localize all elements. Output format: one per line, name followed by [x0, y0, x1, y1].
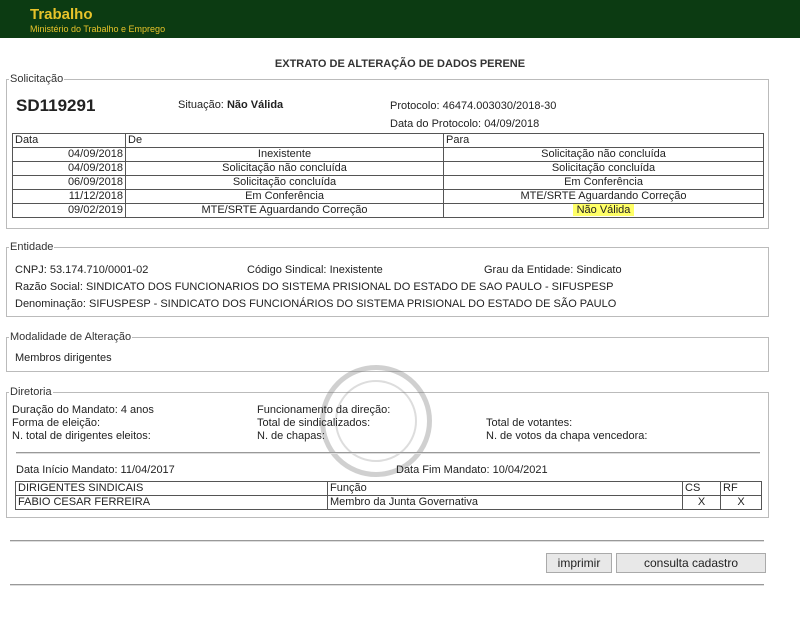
history-from: Em Conferência: [126, 190, 444, 204]
total-votantes: Total de votantes:: [486, 417, 573, 429]
diretoria-legend: Diretoria: [10, 386, 52, 398]
modalidade-value: Membros dirigentes: [15, 352, 112, 364]
history-header-para: Para: [444, 134, 764, 148]
highlighted-status: Não Válida: [573, 204, 635, 216]
duracao-mandato: Duração do Mandato: 4 anos: [12, 404, 154, 416]
history-header-data: Data: [13, 134, 126, 148]
data-fim-mandato: Data Fim Mandato: 10/04/2021: [396, 464, 548, 476]
history-date: 11/12/2018: [13, 190, 126, 204]
grau-entidade: [484, 264, 622, 276]
history-row: [13, 176, 764, 190]
modalidade-legend: Modalidade de Alteração: [10, 331, 132, 343]
history-header-row: [13, 134, 764, 148]
history-from: Solicitação concluída: [126, 176, 444, 190]
dirigentes-header-row: [16, 482, 762, 496]
diretoria-divider: [16, 452, 760, 454]
history-row: [13, 148, 764, 162]
data-protocolo: [390, 118, 539, 130]
history-to: Em Conferência: [444, 176, 764, 190]
history-to: MTE/SRTE Aguardando Correção: [444, 190, 764, 204]
consulta-cadastro-button[interactable]: consulta cadastro: [616, 553, 766, 573]
total-dirigentes: N. total de dirigentes eleitos:: [12, 430, 151, 442]
footer-divider-bottom: [10, 584, 764, 586]
denominacao-value: SIFUSPESP - SINDICATO DOS FUNCIONÁRIOS DO SISTEMA PRISIONAL DO ESTADO DE SÃO PAULO: [89, 298, 617, 310]
grau-entidade-label: Grau da Entidade:: [484, 264, 574, 276]
history-date: 04/09/2018: [13, 162, 126, 176]
dirigentes-table: [15, 481, 762, 510]
table-row: [16, 496, 762, 510]
razao-social: [15, 281, 613, 293]
dirigentes-header-nome: DIRIGENTES SINDICAIS: [16, 482, 328, 496]
denominacao-label: Denominação:: [15, 298, 86, 310]
history-date: 06/09/2018: [13, 176, 126, 190]
history-date: 04/09/2018: [13, 148, 126, 162]
history-date: 09/02/2019: [13, 204, 126, 218]
page-title: EXTRATO DE ALTERAÇÃO DE DADOS PERENE: [274, 58, 526, 70]
protocolo: [390, 100, 556, 112]
history-row: [13, 190, 764, 204]
history-to: Solicitação não concluída: [444, 148, 764, 162]
codigo-sindical-label: Código Sindical:: [247, 264, 327, 276]
cnpj-value: 53.174.710/0001-02: [49, 264, 149, 276]
protocolo-label: Protocolo:: [390, 100, 440, 112]
dirigente-funcao: Membro da Junta Governativa: [328, 496, 683, 510]
data-inicio-mandato: Data Início Mandato: 11/04/2017: [16, 464, 175, 476]
grau-entidade-value: Sindicato: [576, 264, 622, 276]
history-from: MTE/SRTE Aguardando Correção: [126, 204, 444, 218]
situacao: [178, 99, 283, 111]
situacao-label: Situação:: [178, 99, 224, 111]
dirigentes-header-cs: CS: [683, 482, 721, 496]
entidade-legend: Entidade: [10, 241, 54, 253]
numero-chapas: N. de chapas:: [257, 430, 325, 442]
history-to: [444, 204, 764, 218]
print-button[interactable]: imprimir: [546, 553, 612, 573]
situacao-value: Não Válida: [226, 99, 284, 111]
history-row: [13, 162, 764, 176]
codigo-sindical: [247, 264, 383, 276]
razao-social-label: Razão Social:: [15, 281, 83, 293]
total-sindicalizados: Total de sindicalizados:: [257, 417, 371, 429]
solicitacao-legend: Solicitação: [10, 73, 64, 85]
funcionamento-direcao: Funcionamento da direção:: [257, 404, 391, 416]
app-subtitle: Ministério do Trabalho e Emprego: [30, 24, 166, 34]
protocolo-value: 46474.003030/2018-30: [442, 100, 557, 112]
denominacao: [15, 298, 616, 310]
history-from: Solicitação não concluída: [126, 162, 444, 176]
cnpj: [15, 264, 148, 276]
history-table: [12, 133, 764, 218]
history-header-de: De: [126, 134, 444, 148]
solicitacao-id: SD119291: [16, 96, 96, 115]
history-from: Inexistente: [126, 148, 444, 162]
dirigentes-header-funcao: Função: [328, 482, 683, 496]
dirigentes-header-rf: RF: [721, 482, 762, 496]
history-row: [13, 204, 764, 218]
footer-divider-top: [10, 540, 764, 542]
forma-eleicao: Forma de eleição:: [12, 417, 101, 429]
dirigente-nome: FABIO CESAR FERREIRA: [16, 496, 328, 510]
razao-social-value: SINDICATO DOS FUNCIONARIOS DO SISTEMA PRISIONAL DO ESTADO DE SAO PAULO - SIFUSPESP: [85, 281, 614, 293]
data-protocolo-label: Data do Protocolo:: [390, 118, 482, 130]
dirigente-cs: X: [683, 496, 721, 510]
app-title: Trabalho: [30, 6, 93, 23]
history-to: Solicitação concluída: [444, 162, 764, 176]
cnpj-label: CNPJ:: [15, 264, 47, 276]
app-header: [0, 0, 800, 38]
codigo-sindical-value: Inexistente: [329, 264, 383, 276]
data-protocolo-value: 04/09/2018: [484, 118, 540, 130]
votos-chapa-vencedora: N. de votos da chapa vencedora:: [486, 430, 648, 442]
dirigente-rf: X: [721, 496, 762, 510]
